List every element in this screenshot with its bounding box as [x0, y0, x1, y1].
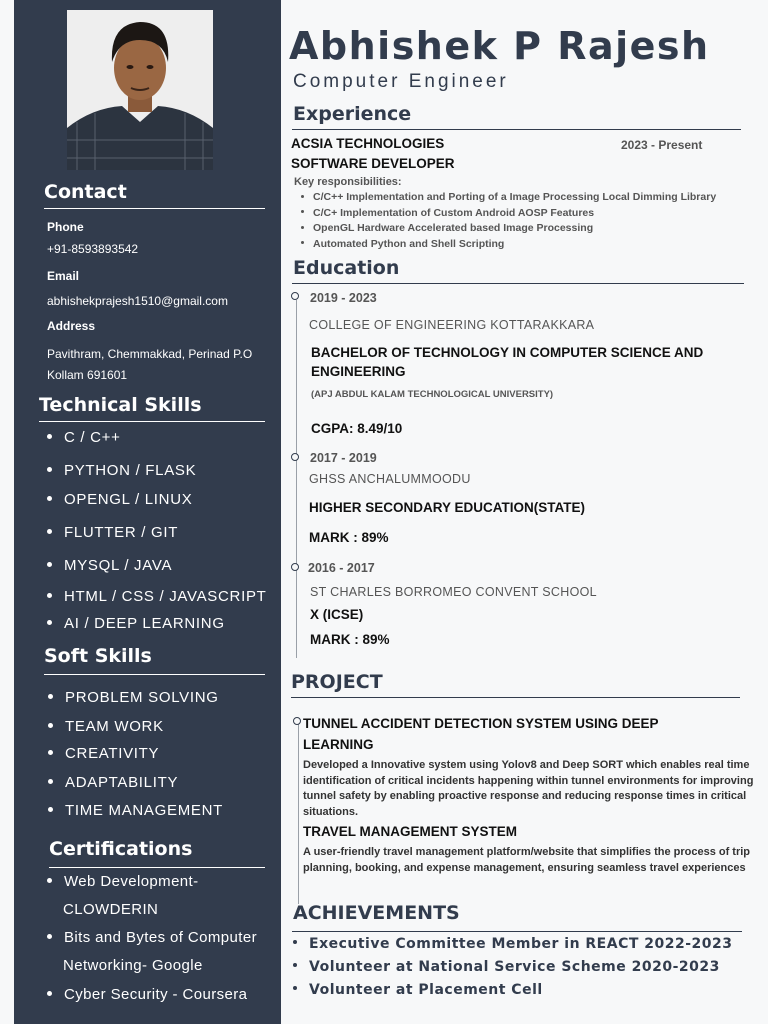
list-item [47, 986, 247, 1003]
degree-line-2: ENGINEERING [311, 364, 406, 379]
project-title-line-2: LEARNING [303, 737, 374, 752]
contact-divider [44, 208, 265, 209]
bullet-icon [47, 562, 52, 567]
experience-period: 2023 - Present [621, 138, 703, 152]
degree-name: HIGHER SECONDARY EDUCATION(STATE) [309, 500, 586, 515]
education-divider [292, 283, 744, 284]
project-description: A user-friendly travel management platform/website that simplifies the process of trip planning, booking, and expense management, ensuring seamless travel experiences [303, 846, 751, 874]
bullet-icon [301, 241, 304, 244]
list-item [301, 237, 716, 253]
list-item [47, 429, 121, 446]
institution-name: ST CHARLES BORROMEO CONVENT SCHOOL [310, 585, 597, 599]
list-item [47, 462, 196, 479]
responsibilities-list [301, 190, 716, 252]
timeline-node-icon [293, 717, 301, 725]
project-title: TRAVEL MANAGEMENT SYSTEM [303, 824, 518, 839]
list-item [47, 524, 178, 541]
bullet-icon [48, 723, 53, 728]
list-item [47, 491, 192, 508]
email-label: Email [47, 269, 80, 283]
education-score: MARK : 89% [309, 530, 389, 545]
list-item [47, 873, 199, 890]
list-item [293, 982, 543, 998]
university-name: (APJ ABDUL KALAM TECHNOLOGICAL UNIVERSITY) [311, 389, 554, 400]
bullet-icon [48, 807, 53, 812]
timeline-node-icon [291, 453, 299, 461]
skill-label: PROBLEM SOLVING [65, 689, 219, 706]
profile-photo [67, 10, 213, 170]
list-item [301, 190, 716, 206]
list-item [48, 689, 219, 706]
responsibility-text: C/C++ Implementation and Porting of a Image Processing Local Dimming Library [313, 191, 717, 203]
achievements-divider [292, 931, 742, 932]
skill-label: MYSQL / JAVA [64, 557, 173, 574]
email-value: abhishekprajesh1510@gmail.com [47, 294, 228, 308]
bullet-icon [47, 529, 52, 534]
skill-label: OPENGL / LINUX [64, 491, 193, 508]
education-timeline [296, 300, 297, 658]
bullet-icon [48, 779, 53, 784]
certification-line-1: Web Development- [64, 873, 199, 890]
address-label: Address [47, 319, 96, 333]
person-name: Abhishek P Rajesh [289, 24, 710, 68]
list-item [301, 206, 716, 222]
company-name: ACSIA TECHNOLOGIES [291, 136, 445, 151]
list-item-continued [63, 901, 158, 918]
responsibility-text: Automated Python and Shell Scripting [313, 237, 505, 250]
project-title-line-1: TUNNEL ACCIDENT DETECTION SYSTEM USING DEEP [303, 716, 659, 731]
education-score: CGPA: 8.49/10 [311, 421, 403, 436]
bullet-icon [47, 991, 52, 996]
bullet-icon [47, 434, 52, 439]
skill-label: FLUTTER / GIT [64, 524, 179, 541]
list-item [293, 936, 733, 952]
list-item [47, 588, 267, 605]
bullet-icon [48, 694, 53, 699]
phone-value: +91-8593893542 [47, 242, 139, 256]
skill-label: C / C++ [64, 429, 121, 446]
list-item [301, 221, 716, 237]
bullet-icon [47, 878, 52, 883]
degree-line-1: BACHELOR OF TECHNOLOGY IN COMPUTER SCIENCE AND [311, 345, 704, 360]
technical-skills-divider [39, 421, 265, 422]
list-item [48, 802, 223, 819]
contact-heading: Contact [44, 181, 127, 203]
responsibility-text: OpenGL Hardware Accelerated based Image Processing [313, 222, 594, 234]
experience-heading: Experience [293, 103, 412, 125]
timeline-node-icon [291, 292, 299, 300]
certification-line-2: CLOWDERIN [63, 901, 159, 918]
achievements-heading: ACHIEVEMENTS [293, 902, 460, 924]
technical-skills-heading: Technical Skills [39, 394, 202, 416]
degree-name: X (ICSE) [310, 607, 364, 622]
achievement-text: Volunteer at National Service Scheme 2020-2023 [309, 959, 720, 975]
list-item [47, 557, 172, 574]
project-timeline [298, 724, 299, 904]
achievement-text: Volunteer at Placement Cell [309, 982, 543, 998]
certification-line-1: Bits and Bytes of Computer [64, 929, 257, 946]
address-line-2: Kollam 691601 [47, 368, 128, 382]
certification-line-1: Cyber Security - Coursera [64, 986, 248, 1003]
bullet-icon [47, 593, 52, 598]
phone-label: Phone [47, 220, 84, 234]
skill-label: ADAPTABILITY [65, 774, 179, 791]
project-divider [291, 697, 740, 698]
education-period: 2019 - 2023 [310, 291, 377, 305]
institution-name: COLLEGE OF ENGINEERING KOTTARAKKARA [309, 318, 595, 332]
experience-divider [292, 129, 741, 130]
bullet-icon [301, 226, 304, 229]
skill-label: TEAM WORK [65, 718, 164, 735]
bullet-icon [293, 986, 297, 990]
bullet-icon [47, 496, 52, 501]
list-item [48, 718, 164, 735]
list-item [47, 615, 225, 632]
timeline-node-icon [291, 563, 299, 571]
job-position: SOFTWARE DEVELOPER [291, 156, 455, 171]
bullet-icon [47, 620, 52, 625]
responsibility-text: C/C+ Implementation of Custom Android AOSP Features [313, 206, 595, 219]
address-line-1: Pavithram, Chemmakkad, Perinad P.O [47, 347, 253, 361]
list-item [47, 929, 257, 946]
skill-label: HTML / CSS / JAVASCRIPT [64, 588, 267, 605]
list-item [293, 959, 720, 975]
bullet-icon [301, 195, 304, 198]
certification-line-2: Networking- Google [63, 957, 203, 974]
institution-name: GHSS ANCHALUMMOODU [309, 472, 471, 486]
list-item [48, 774, 178, 791]
bullet-icon [47, 934, 52, 939]
bullet-icon [301, 210, 304, 213]
certifications-divider [49, 867, 265, 868]
project-heading: PROJECT [291, 671, 383, 693]
education-period: 2017 - 2019 [310, 451, 377, 465]
person-title: Computer Engineer [293, 71, 509, 92]
soft-skills-divider [44, 674, 265, 675]
bullet-icon [47, 467, 52, 472]
certifications-heading: Certifications [49, 838, 193, 860]
education-score: MARK : 89% [310, 632, 390, 647]
education-heading: Education [293, 257, 400, 279]
main-content [281, 0, 768, 1024]
soft-skills-heading: Soft Skills [44, 645, 152, 667]
bullet-icon [293, 940, 297, 944]
bullet-icon [48, 750, 53, 755]
achievement-text: Executive Committee Member in REACT 2022-2023 [309, 936, 733, 952]
bullet-icon [293, 963, 297, 967]
sidebar [14, 0, 281, 1024]
skill-label: CREATIVITY [65, 745, 160, 762]
project-description: Developed a Innovative system using Yolov8 and Deep SORT which enables real time identification of critical incidents happening within tunnel environments for improving tunnel safety by enabling proactive response and reducing response times in critical situations. [303, 759, 754, 818]
skill-label: AI / DEEP LEARNING [64, 615, 225, 632]
list-item [48, 745, 159, 762]
skill-label: PYTHON / FLASK [64, 462, 197, 479]
responsibilities-label: Key responsibilities: [294, 176, 402, 188]
education-period: 2016 - 2017 [308, 561, 375, 575]
list-item-continued [63, 957, 203, 974]
skill-label: TIME MANAGEMENT [65, 802, 224, 819]
